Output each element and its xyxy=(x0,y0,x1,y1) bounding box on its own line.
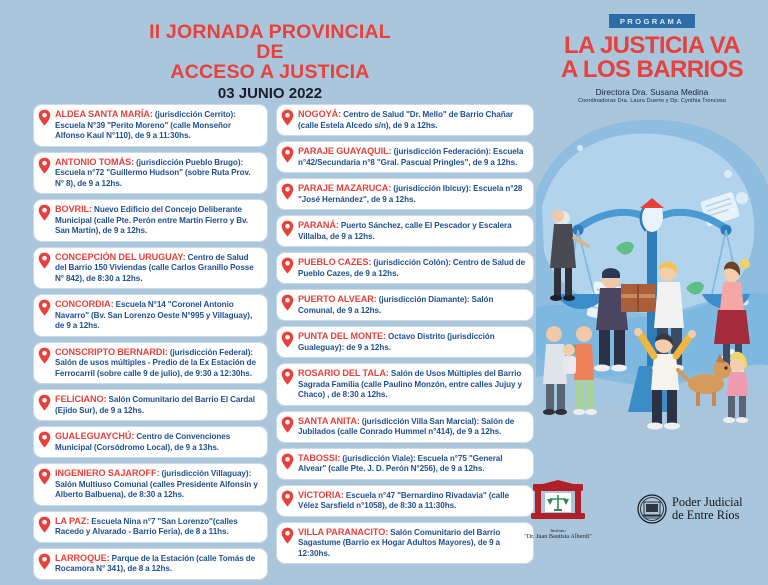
title-line-2: DE xyxy=(256,41,284,63)
location-detail: Puerto Sánchez, calle El Pescador y Escalera Villalba, de 9 a 12hs. xyxy=(298,221,512,241)
location-text xyxy=(55,252,261,285)
location-detail: (jurisdicción Viale): Escuela n°75 "General Alvear" (calle Pte. J. D. Perón N°256), de 9 a 12hs. xyxy=(298,453,503,473)
locations-columns xyxy=(0,104,540,585)
location-card xyxy=(33,548,268,580)
map-pin-icon xyxy=(281,453,294,470)
location-city: BOVRIL: xyxy=(55,204,93,214)
location-text xyxy=(55,553,261,575)
event-date: 03 JUNIO 2022 xyxy=(217,85,323,102)
map-pin-icon xyxy=(281,527,294,544)
location-city: PARAJE MAZARUCA: xyxy=(298,183,392,193)
location-card xyxy=(33,152,268,195)
location-card xyxy=(33,104,268,147)
location-city: VICTORIA: xyxy=(298,489,344,500)
map-pin-icon xyxy=(38,299,51,316)
location-text xyxy=(298,109,527,131)
page-title xyxy=(0,0,540,102)
location-detail: (jurisdicción Pueblo Brugo): Escuela n°72 "Guillermo Hudson" (sobre Ruta Prov. N° 8), de 9 a 12hs. xyxy=(55,157,251,188)
map-pin-icon xyxy=(281,146,294,163)
location-detail: Salón de Usos Múltiples del Barrio Sagrada Familia (calle Paulino Monzón, entre calles Jujuy y Chaco) , de 8:30 a 12hs. xyxy=(298,369,522,399)
courthouse-icon xyxy=(529,480,587,522)
location-detail: Escuela Nina n°7 "San Lorenzo"(calles Racedo y Alvarado - Barrio Feria), de 8 a 11hs. xyxy=(55,516,238,536)
location-text xyxy=(298,416,527,438)
program-director: Directora Dra. Susana Medina xyxy=(595,87,709,97)
program-title xyxy=(536,34,768,82)
location-card xyxy=(33,294,268,337)
map-pin-icon xyxy=(281,368,294,385)
location-city: PARANÁ: xyxy=(298,220,339,230)
location-card xyxy=(33,247,268,290)
title-line-1: II JORNADA PROVINCIAL xyxy=(149,21,391,43)
map-pin-icon xyxy=(281,490,294,507)
location-city: PUNTA DEL MONTE: xyxy=(298,331,387,341)
location-city: SANTA ANITA: xyxy=(298,415,360,426)
location-city: LA PAZ: xyxy=(55,515,90,526)
location-text xyxy=(55,109,261,142)
program-badge: PROGRAMA xyxy=(609,14,695,28)
location-text xyxy=(298,294,527,316)
location-text xyxy=(298,183,527,205)
locations-column-left xyxy=(0,104,272,585)
map-pin-icon xyxy=(281,294,294,311)
location-detail: Nuevo Edificio del Concejo Deliberante Municipal (calle Pte. Perón entre Martín Fierro y Bv. San Martín), de 9 a 12hs. xyxy=(55,205,249,235)
location-city: ROSARIO DEL TALA: xyxy=(298,368,389,378)
map-pin-icon xyxy=(38,394,51,411)
location-detail: (jurisdicción Federación): Escuela n°42/Secundaria n°8 "Gral. Pascual Pringles", de 9 a 12hs. xyxy=(298,147,524,167)
location-detail: Centro de Salud "Dr. Mello" de Barrio Chañar (calle Estela Alcedo s/n), de 9 a 12hs. xyxy=(298,110,514,130)
location-text xyxy=(55,157,261,190)
location-card xyxy=(276,141,534,173)
location-card xyxy=(276,363,534,406)
location-text xyxy=(55,468,261,501)
location-city: VILLA PARANACITO: xyxy=(298,526,389,537)
location-card xyxy=(33,342,268,385)
map-pin-icon xyxy=(281,257,294,274)
location-card xyxy=(276,252,534,284)
location-text xyxy=(55,299,261,332)
location-detail: (jurisdicción Cerrito): Escuela N°39 "Perito Moreno" (calle Monseñor Alfonso Kaul N°110), de 9 a 11:30hs. xyxy=(55,110,236,140)
justice-illustration xyxy=(536,112,768,467)
poder-judicial-line-1: Poder Judicial xyxy=(672,494,743,509)
program-title-line-1: LA JUSTICIA VA xyxy=(563,32,741,59)
map-pin-icon xyxy=(38,347,51,364)
map-pin-icon xyxy=(38,109,51,126)
location-text xyxy=(55,204,261,237)
location-text xyxy=(298,220,527,242)
map-pin-icon xyxy=(38,516,51,533)
location-city: FELICIANO: xyxy=(55,394,107,404)
poder-judicial-text xyxy=(672,496,743,523)
map-pin-icon xyxy=(281,109,294,126)
location-card xyxy=(33,389,268,421)
location-text xyxy=(298,331,527,353)
location-city: CONCORDIA: xyxy=(55,299,114,309)
instituto-label-2: "Dr. Juan Bautista Alberdi" xyxy=(524,533,592,540)
location-detail: (jurisdicción Diamante): Salón Comunal, de 9 a 12hs. xyxy=(298,295,494,315)
map-pin-icon xyxy=(38,157,51,174)
location-card xyxy=(276,215,534,247)
location-city: ANTONIO TOMÁS: xyxy=(55,156,135,167)
location-detail: Salón Comunitario del Barrio Sagastume (Barrio ex Hogar Adultos Mayores), de 9 a 12:30hs. xyxy=(298,527,501,558)
location-city: CONCEPCIÓN DEL URUGUAY: xyxy=(55,251,186,262)
location-card xyxy=(33,426,268,458)
location-detail: Centro de Salud del Barrio 150 Viviendas (calle Carlos Granillo Posse N° 842), de 8:30 a 12hs. xyxy=(55,252,254,283)
map-pin-icon xyxy=(38,431,51,448)
location-text xyxy=(55,347,261,380)
map-pin-icon xyxy=(38,252,51,269)
location-card xyxy=(33,463,268,506)
location-city: LARROQUE: xyxy=(55,552,110,563)
location-detail: (jurisdicción Villa San Marcial): Salón de Jubilados (calle Conrado Hummel n°414), de 9 a 12hs. xyxy=(298,416,515,436)
map-pin-icon xyxy=(281,220,294,237)
location-detail: Centro de Convenciones Municipal (Corsódromo Local), de 9 a 13hs. xyxy=(55,432,231,452)
location-detail: (jurisdicción Villaguay): Salón Multiuso Comunal (calles Presidente Alfonsín y Alberto Balbuena), de 8:30 a 12hs. xyxy=(55,469,258,499)
location-detail: (jurisdicción Federal): Salón de usos múltiples - Predio de la Ex Estación de Ferrocarril (sobre calle 9 de julio), de 9:30 a 12:30hs. xyxy=(55,347,256,378)
judiciary-seal-icon xyxy=(637,494,667,524)
map-pin-icon xyxy=(281,183,294,200)
instituto-alberdi-logo xyxy=(520,480,596,540)
location-detail: (jurisdicción Ibicuy): Escuela n°28 "José Hernández", de 9 a 12hs. xyxy=(298,184,523,204)
location-city: TABOSSI: xyxy=(298,452,341,463)
map-pin-icon xyxy=(281,331,294,348)
location-card xyxy=(276,178,534,210)
location-city: CONSCRIPTO BERNARDI: xyxy=(55,346,168,357)
location-card xyxy=(276,289,534,321)
footer-logos xyxy=(480,472,768,559)
map-pin-icon xyxy=(38,204,51,221)
location-detail: Escuela n°47 "Bernardino Rivadavia" (calle Vélez Sarsfield n°1058), de 8:30 a 11:30hs. xyxy=(298,490,510,510)
poder-judicial-line-2: de Entre Ríos xyxy=(672,508,740,522)
location-card xyxy=(276,411,534,443)
location-detail: (jurisdicción Colón): Centro de Salud de Pueblo Cazes, de 9 a 12hs. xyxy=(298,258,526,278)
location-detail: Octavo Distrito (jurisdicción Gualeguay): de 9 a 12hs. xyxy=(298,332,495,352)
poder-judicial-logo xyxy=(637,494,743,524)
location-city: PUERTO ALVEAR: xyxy=(298,294,377,304)
location-text xyxy=(55,516,261,538)
location-city: PARAJE GUAYAQUIL: xyxy=(298,146,392,156)
program-title-line-2: A LOS BARRIOS xyxy=(561,56,743,83)
map-pin-icon xyxy=(281,416,294,433)
title-line-3: ACCESO A JUSTICIA xyxy=(170,61,370,83)
instituto-label-1: Instituto xyxy=(550,528,566,533)
location-city: ALDEA SANTA MARÍA: xyxy=(55,109,153,119)
map-pin-icon xyxy=(38,468,51,485)
location-text xyxy=(298,146,527,168)
location-city: PUEBLO CAZES: xyxy=(298,257,372,267)
map-pin-icon xyxy=(38,553,51,570)
location-text xyxy=(298,257,527,279)
location-detail: Parque de la Estación (calle Tomás de Rocamora N° 341), de 8 a 12hs. xyxy=(55,553,256,573)
location-card xyxy=(276,326,534,358)
location-detail: Salón Comunitario del Barrio El Cardal (Ejido Sur), de 9 a 12hs. xyxy=(55,395,255,415)
program-coordinators: Coordinadoras Dra. Laura Duerto y Dp. Cynthia Troncoso xyxy=(577,98,727,104)
location-card xyxy=(33,199,268,242)
location-text xyxy=(298,368,527,401)
location-text xyxy=(55,394,261,416)
location-card xyxy=(276,104,534,136)
location-city: NOGOYÁ: xyxy=(298,109,342,119)
location-text xyxy=(55,431,261,453)
location-card xyxy=(33,511,268,543)
location-city: GUALEGUAYCHÚ: xyxy=(55,431,135,441)
location-city: INGENIERO SAJAROFF: xyxy=(55,468,160,478)
location-detail: Escuela N°14 "Coronel Antonio Navarro" (Bv. San Lorenzo Oeste N°995 y Villaguay), de 9 a 12hs. xyxy=(55,300,253,330)
